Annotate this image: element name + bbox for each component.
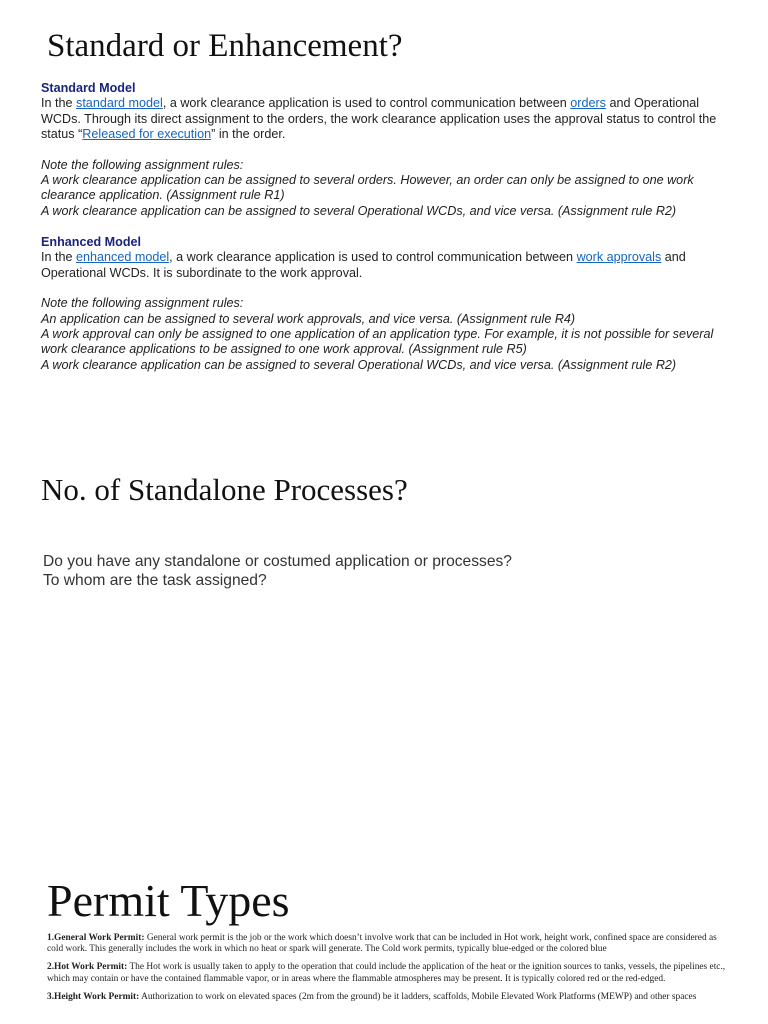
question-2: To whom are the task assigned?: [43, 572, 267, 589]
standard-model-description: [41, 96, 741, 142]
permit-text: The Hot work is usually taken to apply to the operation that could include the application of the heat or the ignition sources to tanks, vessels, the pipelines etc., which may contain or have the contained flammable vapor, or in areas where the flammable atmospheres may be present. It is typically colored red or the red-edged.: [47, 962, 726, 984]
question-1: Do you have any standalone or costumed application or processes?: [43, 553, 512, 570]
enhanced-model-description: [41, 250, 741, 281]
released-for-execution-link[interactable]: Released for execution: [82, 127, 212, 142]
standard-model-heading: Standard Model: [41, 81, 136, 95]
orders-link[interactable]: orders: [570, 96, 606, 111]
permit-label: 1.General Work Permit:: [47, 933, 145, 943]
text-segment: and Operational WCDs. It is subordinate to the work approval.: [41, 250, 686, 280]
enhanced-model-section: [41, 235, 741, 373]
assignment-rule-r2: A work clearance application can be assigned to several Operational WCDs, and vice versa. (Assignment rule R2): [41, 357, 677, 372]
permit-text: Authorization to work on elevated spaces (2m from the ground) be it ladders, scaffolds, Mobile Elevated Work Platforms (MEWP) and other spaces: [139, 991, 697, 1002]
text-segment: , a work clearance application is used to control communication between: [162, 96, 571, 111]
text-segment: ” in the order.: [211, 127, 286, 142]
text-segment: and Operational WCDs. Through its direct assignment to the orders, the work clearance application uses the approval status to control the status “: [41, 96, 717, 142]
questions-block: [43, 552, 512, 590]
standard-model-link[interactable]: standard model: [76, 96, 163, 111]
text-segment: In the: [41, 250, 77, 265]
standard-model-section: [41, 81, 741, 219]
permit-text: General work permit is the job or the work which doesn’t involve work that can be included in Hot work, height work, confined space are considered as cold work. This generally includes the work in which no heat or spark will generate. The Cold work permits, typically blue-edged or the colored blue: [47, 933, 717, 955]
permit-item-general: [47, 933, 727, 955]
permit-label: 2.Hot Work Permit:: [47, 962, 128, 973]
note-intro: Note the following assignment rules:: [41, 157, 244, 172]
enhanced-model-heading: Enhanced Model: [41, 235, 142, 249]
permit-item-hot-work: [47, 962, 727, 984]
standalone-processes-title: No. of Standalone Processes?: [41, 472, 408, 507]
text-segment: , a work clearance application is used to control communication between: [169, 250, 577, 265]
assignment-rule-r1: A work clearance application can be assigned to several orders. However, an order can only be assigned to one work clearance application. (Assignment rule R1): [41, 173, 694, 203]
permit-item-height-work: [47, 992, 727, 1003]
enhanced-model-link[interactable]: enhanced model: [76, 250, 170, 265]
assignment-rule-r5: A work approval can only be assigned to one application of an application type. For example, it is not possible for several work clearance applications to be assigned to one work approval. (Assignment rule R5): [41, 327, 714, 357]
permit-types-title: Permit Types: [47, 875, 290, 926]
assignment-rule-r4: An application can be assigned to several work approvals, and vice versa. (Assignment rule R4): [41, 311, 576, 326]
permit-types-list: [47, 933, 727, 1010]
note-intro: Note the following assignment rules:: [41, 296, 244, 311]
text-segment: In the: [41, 96, 77, 111]
work-approvals-link[interactable]: work approvals: [576, 250, 662, 265]
permit-label: 3.Height Work Permit:: [47, 991, 140, 1002]
assignment-rule-r2: A work clearance application can be assigned to several Operational WCDs, and vice versa. (Assignment rule R2): [41, 203, 677, 218]
page-title: Standard or Enhancement?: [47, 28, 403, 64]
